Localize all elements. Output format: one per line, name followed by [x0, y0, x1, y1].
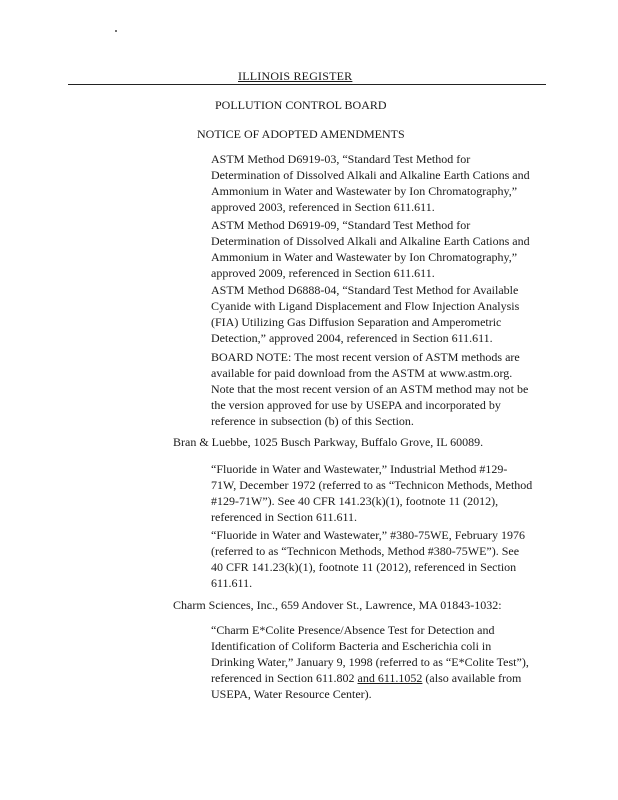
bran-luebbe-source: Bran & Luebbe, 1025 Busch Parkway, Buffalo Grove, IL 60089. [173, 435, 484, 449]
scan-speck [115, 30, 117, 32]
colitest-line: “Charm E*Colite Presence/Absence Test for Detection and [211, 623, 495, 637]
colitest-line: referenced in Section 611.802 and 611.1052 (also available from [211, 671, 522, 685]
header-rule [68, 84, 546, 85]
notice-heading: NOTICE OF ADOPTED AMENDMENTS [197, 127, 405, 141]
register-title: ILLINOIS REGISTER [238, 69, 353, 83]
colitest-line: USEPA, Water Resource Center). [211, 687, 372, 701]
board-note: BOARD NOTE: The most recent version of ASTM methods are available for paid download from the ASTM at www.astm.org. Note that the most recent version of an ASTM method may not be the version approved for use by USEPA and incorporated by reference in subsection (b) of this Section. [211, 350, 529, 428]
colitest-line: Identification of Coliform Bacteria and Escherichia coli in [211, 639, 492, 653]
board-name: POLLUTION CONTROL BOARD [215, 98, 387, 112]
amended-section-reference: and 611.1052 [357, 671, 423, 685]
astm-d6888-04-entry: ASTM Method D6888-04, “Standard Test Method for Available Cyanide with Ligand Displacement and Flow Injection Analysis (FIA) Utilizing Gas Diffusion Separation and Amperometric Detection,” approved 2004, referenced in Section 611.611. [211, 283, 520, 345]
astm-d6919-03-entry: ASTM Method D6919-03, “Standard Test Method for Determination of Dissolved Alkali and Alkaline Earth Cations and Ammonium in Water and Wastewater by Ion Chromatography,” approved 2003, referenced in Section 611.611. [211, 152, 530, 214]
charm-sciences-source: Charm Sciences, Inc., 659 Andover St., Lawrence, MA 01843-1032: [173, 598, 502, 612]
fluoride-method-129-entry: “Fluoride in Water and Wastewater,” Industrial Method #129- 71W, December 1972 (referred to as “Technicon Methods, Method #129-71W”). See 40 CFR 141.23(k)(1), footnote 11 (2012), referenced in Section 611.611. [211, 462, 533, 524]
fluoride-method-380-entry: “Fluoride in Water and Wastewater,” #380-75WE, February 1976 (referred to as “Technicon Methods, Method #380-75WE”). See 40 CFR 141.23(k)(1), footnote 11 (2012), referenced in Section 611.611. [211, 528, 526, 590]
astm-d6919-09-entry: ASTM Method D6919-09, “Standard Test Method for Determination of Dissolved Alkali and Alkaline Earth Cations and Ammonium in Water and Wastewater by Ion Chromatography,” approved 2009, referenced in Section 611.611. [211, 218, 530, 280]
charm-colitest-entry [211, 622, 551, 702]
colitest-line: Drinking Water,” January 9, 1998 (referred to as “E*Colite Test”), [211, 655, 529, 669]
